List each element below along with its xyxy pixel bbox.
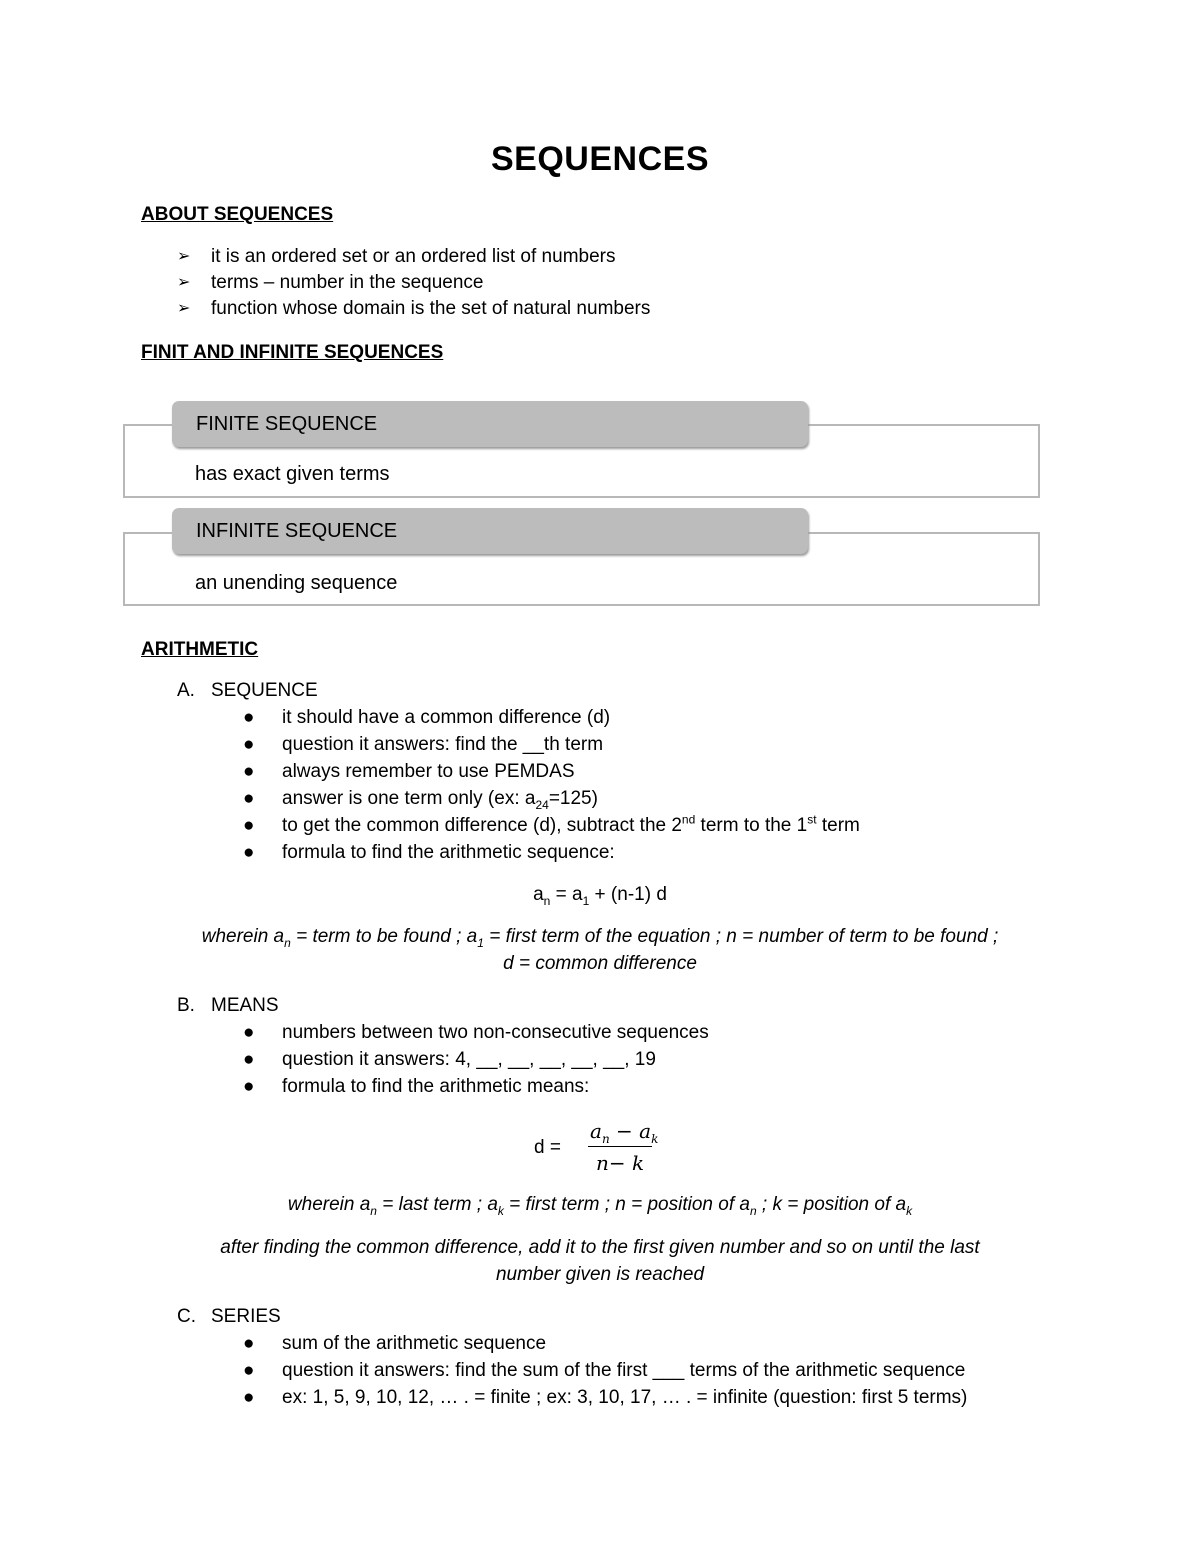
heading-finite-infinite: FINIT AND INFINITE SEQUENCES: [141, 342, 444, 363]
arithmetic-sequence-formula: $a_n = a_1 + (n-1)$ d: [533, 884, 667, 908]
bullet-dot-icon: ●: [243, 1049, 255, 1070]
bullet-dot-icon: ●: [243, 1387, 255, 1408]
bullet-dot-icon: ●: [243, 815, 255, 836]
means-formula-lhs: d =: [534, 1137, 561, 1158]
section-means: B. MEANS: [177, 995, 279, 1016]
sequence-wherein-line-2: d = common difference: [503, 953, 697, 974]
means-formula-numerator: $a_n - a_k$: [590, 1119, 659, 1146]
means-after-line-2: number given is reached: [495, 1264, 705, 1285]
finite-sequence-tab: FINITE SEQUENCE: [172, 401, 808, 447]
bullet-dot-icon: ●: [243, 734, 255, 755]
infinite-sequence-tab: INFINITE SEQUENCE: [172, 508, 808, 554]
bullet-dot-icon: ●: [243, 788, 255, 809]
arrow-bullet-icon: ➢: [177, 274, 191, 291]
bullet-dot-icon: ●: [243, 1360, 255, 1381]
heading-about-sequences: ABOUT SEQUENCES: [141, 204, 334, 225]
bullet-dot-icon: ●: [243, 1076, 255, 1097]
infinite-sequence-text: an unending sequence: [195, 572, 398, 594]
fraction-bar: [588, 1146, 652, 1147]
section-series: C. SERIES: [177, 1306, 281, 1327]
bullet-dot-icon: ●: [243, 707, 255, 728]
means-wherein-line: wherein $a_n$ = last term ; $a_k$ = first term ; n = position of $a_n$ ; k = position of $a_k$: [287, 1194, 913, 1218]
arrow-bullet-icon: ➢: [177, 300, 191, 317]
bullet-dot-icon: ●: [243, 1022, 255, 1043]
page-title: SEQUENCES: [491, 140, 709, 178]
heading-arithmetic: ARITHMETIC: [141, 639, 259, 660]
bullet-dot-icon: ●: [243, 1333, 255, 1354]
arrow-bullet-icon: ➢: [177, 248, 191, 265]
sequence-wherein-line-1: wherein $a_n$ = term to be found ; $a_1$ = first term of the equation ; n = number of term to be found ;: [201, 926, 999, 950]
bullet-dot-icon: ●: [243, 761, 255, 782]
section-sequence: A. SEQUENCE: [177, 680, 318, 701]
bullet-dot-icon: ●: [243, 842, 255, 863]
means-after-line-1: after finding the common difference, add it to the first given number and so on until the last: [220, 1237, 980, 1258]
means-formula-denominator: n− k: [596, 1151, 645, 1175]
finite-sequence-text: has exact given terms: [195, 463, 390, 485]
